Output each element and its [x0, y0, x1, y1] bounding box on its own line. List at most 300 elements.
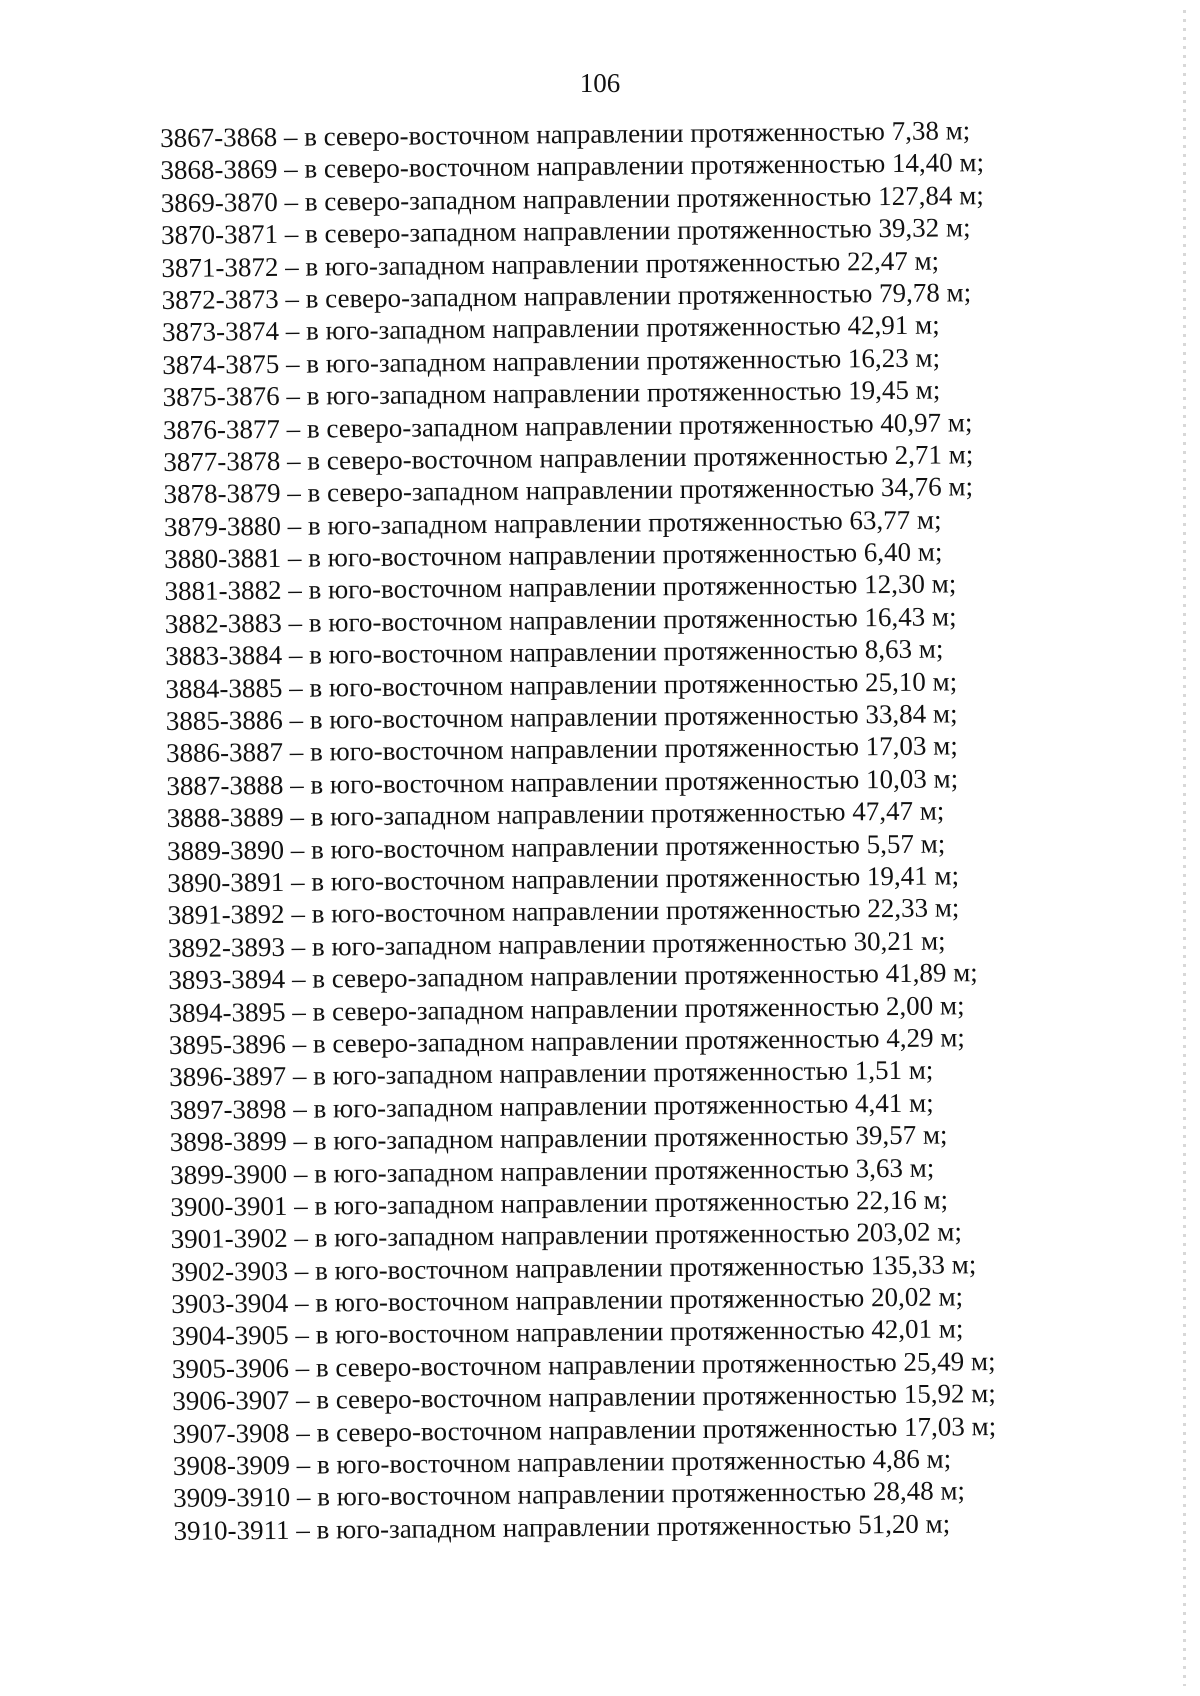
- dash: –: [294, 1287, 309, 1318]
- prefix: в: [306, 380, 320, 411]
- segment-id: 3908-3909: [172, 1449, 291, 1481]
- dash: –: [288, 639, 303, 671]
- segment-id: 3890-3891: [167, 866, 285, 898]
- segment-id: 3909-3910: [173, 1482, 291, 1514]
- unit: м;: [971, 1378, 996, 1409]
- dash: –: [287, 542, 302, 573]
- length-value: 7,38: [891, 115, 939, 146]
- dash: –: [284, 251, 299, 282]
- prefix: в: [312, 1028, 326, 1059]
- direction-phrase: направлении протяженностью: [492, 343, 842, 377]
- length-value: 25,10: [864, 666, 926, 697]
- direction-phrase: направлении протяженностью: [530, 1023, 880, 1057]
- dash: –: [287, 510, 302, 541]
- direction: северо-западном: [326, 475, 520, 508]
- direction: юго-западном: [325, 346, 487, 379]
- length-value: 1,51: [854, 1055, 903, 1086]
- unit: м;: [914, 309, 940, 341]
- segment-id: 3898-3899: [169, 1125, 287, 1158]
- direction-phrase: направлении протяженностью: [522, 180, 872, 215]
- dash: –: [295, 1320, 310, 1351]
- direction-phrase: направлении протяженностью: [548, 1379, 898, 1413]
- direction-phrase: направлении протяженностью: [499, 1120, 849, 1154]
- prefix: в: [308, 574, 322, 606]
- direction-phrase: направлении протяженностью: [499, 1055, 849, 1090]
- prefix: в: [307, 445, 321, 476]
- prefix: в: [305, 251, 319, 282]
- segment-id: 3886-3887: [165, 737, 284, 769]
- dash: –: [290, 834, 305, 865]
- direction-phrase: направлении протяженностью: [511, 861, 861, 895]
- length-value: 47,47: [852, 796, 914, 827]
- direction: северо-восточном: [326, 443, 533, 476]
- unit: м;: [959, 179, 984, 211]
- dash: –: [295, 1384, 310, 1415]
- direction-phrase: направлении протяженностью: [525, 472, 875, 506]
- prefix: в: [308, 542, 322, 573]
- unit: м;: [938, 1281, 964, 1312]
- direction-phrase: направлении протяженностью: [523, 278, 873, 312]
- length-value: 4,86: [872, 1443, 920, 1475]
- segment-id: 3872-3873: [161, 283, 279, 315]
- length-value: 25,49: [903, 1346, 965, 1377]
- length-value: 4,41: [854, 1087, 903, 1119]
- prefix: в: [316, 1384, 330, 1415]
- direction: северо-западном: [324, 184, 517, 217]
- segment-id: 3868-3869: [160, 154, 278, 186]
- direction-phrase: направлении протяженностью: [498, 926, 847, 960]
- prefix: в: [304, 121, 318, 152]
- prefix: в: [313, 1060, 327, 1091]
- direction-phrase: направлении протяженностью: [510, 731, 860, 766]
- direction: северо-восточном: [335, 1382, 542, 1415]
- dash: –: [296, 1514, 310, 1545]
- dash: –: [292, 996, 306, 1027]
- direction-phrase: направлении протяженностью: [547, 1346, 897, 1381]
- direction: юго-восточном: [329, 767, 505, 800]
- unit: м;: [937, 1216, 963, 1247]
- length-value: 42,91: [847, 310, 909, 341]
- direction: северо-западном: [332, 1026, 525, 1059]
- length-value: 30,21: [853, 925, 915, 957]
- length-value: 2,71: [894, 439, 943, 470]
- segment-id: 3880-3881: [164, 542, 282, 575]
- prefix: в: [313, 1157, 327, 1189]
- dash: –: [289, 737, 304, 768]
- length-value: 19,41: [866, 860, 928, 892]
- direction-phrase: направлении протяженностью: [509, 634, 859, 668]
- dash: –: [293, 1158, 308, 1189]
- unit: м;: [945, 115, 971, 146]
- direction: юго-восточном: [334, 1285, 510, 1318]
- segment-id: 3867-3868: [160, 121, 278, 153]
- dash: –: [289, 704, 304, 735]
- dash: –: [296, 1449, 311, 1480]
- dash: –: [288, 607, 303, 638]
- segment-id: 3901-3902: [170, 1223, 288, 1255]
- direction: северо-западном: [331, 961, 524, 994]
- segment-id: 3903-3904: [171, 1287, 289, 1320]
- prefix: в: [309, 736, 323, 768]
- direction: северо-восточном: [335, 1415, 543, 1447]
- unit: м;: [914, 245, 940, 276]
- direction-phrase: направлении протяженностью: [539, 439, 889, 474]
- prefix: в: [310, 834, 324, 865]
- direction: юго-восточном: [329, 702, 504, 735]
- length-value: 5,57: [866, 828, 915, 859]
- dash: –: [285, 283, 300, 314]
- prefix: в: [313, 1093, 327, 1124]
- dash: –: [284, 218, 299, 249]
- dash: –: [294, 1255, 309, 1286]
- length-value: 17,03: [903, 1410, 965, 1442]
- direction: юго-восточном: [335, 1318, 510, 1350]
- prefix: в: [312, 963, 326, 994]
- prefix: в: [311, 866, 325, 897]
- direction-phrase: направлении протяженностью: [548, 1411, 898, 1445]
- unit: м;: [908, 1087, 934, 1118]
- unit: м;: [934, 892, 960, 923]
- length-value: 16,43: [864, 601, 926, 633]
- prefix: в: [314, 1222, 328, 1253]
- direction: юго-западном: [332, 1059, 493, 1091]
- length-value: 17,03: [865, 731, 927, 762]
- direction-phrase: направлении протяженностью: [524, 407, 874, 442]
- prefix: в: [310, 769, 324, 800]
- prefix: в: [316, 1417, 330, 1448]
- unit: м;: [939, 989, 965, 1021]
- direction-phrase: направлении протяженностью: [536, 148, 886, 182]
- length-value: 16,23: [847, 342, 909, 374]
- unit: м;: [915, 374, 941, 405]
- direction-phrase: направлении протяженностью: [500, 1185, 850, 1219]
- segment-id: 3875-3876: [162, 380, 280, 413]
- direction-phrase: направлении протяженностью: [509, 699, 859, 733]
- unit: м;: [933, 730, 958, 762]
- length-value: 10,03: [865, 763, 927, 795]
- direction: юго-западном: [327, 508, 488, 541]
- direction: юго-западном: [325, 314, 486, 346]
- segment-id: 3874-3875: [162, 348, 280, 380]
- direction: юго-западном: [333, 1123, 494, 1156]
- dash: –: [284, 154, 298, 185]
- length-value: 22,16: [855, 1184, 917, 1216]
- segment-id: 3910-3911: [173, 1514, 290, 1546]
- segment-id: 3888-3889: [166, 802, 284, 834]
- segment-id: 3885-3886: [165, 704, 283, 737]
- unit: м;: [932, 666, 958, 697]
- dash: –: [285, 316, 300, 347]
- direction: юго-западном: [333, 1156, 494, 1188]
- length-value: 41,89: [885, 957, 947, 989]
- segment-id: 3893-3894: [168, 963, 286, 996]
- direction: юго-восточном: [336, 1447, 511, 1480]
- segment-id: 3870-3871: [160, 219, 279, 251]
- dash: –: [291, 963, 306, 994]
- dash: –: [293, 1125, 308, 1156]
- prefix: в: [314, 1255, 328, 1286]
- dash: –: [292, 1028, 307, 1059]
- length-value: 39,57: [855, 1119, 917, 1151]
- direction-phrase: направлении протяженностью: [511, 893, 861, 928]
- direction: северо-западном: [324, 216, 517, 249]
- direction: юго-восточном: [336, 1480, 511, 1512]
- direction-phrase: направлении протяженностью: [517, 1444, 866, 1478]
- segment-id: 3891-3892: [167, 899, 285, 931]
- length-value: 20,02: [870, 1281, 932, 1313]
- segment-id: 3906-3907: [172, 1385, 290, 1417]
- direction: юго-восточном: [334, 1253, 509, 1286]
- prefix: в: [307, 510, 321, 541]
- dash: –: [290, 866, 305, 897]
- segment-id: 3871-3872: [161, 251, 279, 283]
- direction-phrase: направлении протяженностью: [500, 1217, 850, 1252]
- dash: –: [288, 575, 302, 606]
- direction: юго-западном: [324, 249, 486, 281]
- direction: юго-западном: [325, 379, 487, 411]
- unit: м;: [940, 1475, 966, 1506]
- segment-id: 3900-3901: [170, 1190, 288, 1222]
- dash: –: [287, 477, 301, 509]
- direction: северо-восточном: [323, 151, 531, 184]
- length-value: 39,32: [878, 212, 940, 244]
- direction-phrase: направлении протяженностью: [494, 505, 843, 539]
- direction: юго-западном: [333, 1188, 495, 1221]
- segment-id: 3897-3898: [169, 1093, 287, 1125]
- prefix: в: [305, 315, 319, 346]
- segment-id: 3895-3896: [168, 1028, 286, 1060]
- direction-phrase: направлении протяженностью: [502, 1509, 852, 1543]
- dash: –: [290, 801, 305, 832]
- direction-phrase: направлении протяженностью: [509, 666, 859, 701]
- prefix: в: [310, 801, 324, 832]
- prefix: в: [316, 1514, 330, 1545]
- unit: м;: [926, 1443, 952, 1474]
- dash: –: [286, 380, 301, 411]
- segment-id: 3882-3883: [164, 607, 282, 639]
- direction: юго-западном: [331, 929, 492, 962]
- unit: м;: [948, 471, 974, 502]
- prefix: в: [315, 1287, 329, 1318]
- unit: м;: [933, 763, 959, 794]
- unit: м;: [934, 860, 960, 891]
- direction: юго-западном: [332, 1091, 494, 1124]
- length-value: 8,63: [864, 634, 913, 665]
- unit: м;: [932, 698, 958, 729]
- direction: северо-западном: [326, 411, 519, 443]
- direction-phrase: направлении протяженностью: [511, 828, 861, 863]
- length-value: 4,29: [886, 1022, 934, 1054]
- unit: м;: [917, 536, 943, 567]
- length-value: 135,33: [870, 1249, 946, 1280]
- segment-id: 3873-3874: [161, 316, 280, 348]
- segment-id: 3905-3906: [171, 1352, 290, 1384]
- prefix: в: [304, 186, 318, 217]
- unit: м;: [945, 212, 971, 243]
- length-value: 2,00: [885, 990, 934, 1021]
- direction-phrase: направлении протяженностью: [530, 990, 880, 1025]
- unit: м;: [922, 1119, 948, 1150]
- direction-phrase: направлении протяженностью: [508, 537, 858, 571]
- direction-phrase: направлении протяженностью: [499, 1088, 849, 1122]
- unit: м;: [918, 633, 944, 664]
- dash: –: [294, 1222, 309, 1254]
- direction-phrase: направлении протяженностью: [515, 1314, 865, 1349]
- dash: –: [286, 413, 301, 444]
- unit: м;: [919, 795, 945, 826]
- length-value: 34,76: [880, 471, 942, 503]
- dash: –: [292, 1060, 307, 1092]
- unit: м;: [920, 828, 946, 859]
- prefix: в: [308, 607, 322, 638]
- unit: м;: [909, 1152, 935, 1183]
- segment-id: 3877-3878: [163, 445, 281, 477]
- prefix: в: [305, 283, 319, 314]
- unit: м;: [947, 406, 973, 437]
- direction: северо-западном: [331, 994, 525, 1026]
- direction-phrase: направлении протяженностью: [509, 602, 858, 636]
- prefix: в: [304, 153, 318, 185]
- dash: –: [289, 769, 304, 800]
- unit: м;: [938, 1313, 964, 1345]
- length-value: 40,97: [880, 407, 942, 438]
- direction: юго-восточном: [328, 670, 504, 703]
- direction-phrase: направлении протяженностью: [517, 1476, 867, 1511]
- segment-id: 3884-3885: [165, 672, 283, 704]
- prefix: в: [312, 996, 326, 1027]
- segment-id: 3881-3882: [164, 575, 282, 607]
- unit: м;: [923, 1184, 949, 1215]
- dash: –: [286, 445, 301, 476]
- dash: –: [296, 1417, 310, 1448]
- unit: м;: [970, 1345, 996, 1377]
- direction: юго-восточном: [327, 573, 503, 605]
- length-value: 127,84: [878, 180, 953, 211]
- direction-phrase: направлении протяженностью: [492, 310, 841, 345]
- unit: м;: [915, 342, 941, 373]
- length-value: 22,33: [867, 893, 929, 924]
- segment-id: 3876-3877: [162, 413, 281, 445]
- segment-id: 3887-3888: [166, 769, 284, 801]
- dash: –: [296, 1482, 311, 1513]
- direction-phrase: направлении протяженностью: [530, 958, 880, 992]
- segment-id: 3899-3900: [169, 1158, 288, 1190]
- unit: м;: [925, 1508, 951, 1539]
- prefix: в: [311, 898, 325, 929]
- segment-list: [160, 113, 1094, 1547]
- direction: юго-восточном: [330, 897, 506, 929]
- unit: м;: [946, 277, 972, 308]
- scan-edge-artifact: [1183, 10, 1186, 1686]
- dash: –: [294, 1190, 308, 1221]
- segment-id: 3869-3870: [160, 186, 278, 218]
- length-value: 79,78: [878, 277, 940, 309]
- unit: м;: [948, 439, 974, 470]
- segment-id: 3904-3905: [171, 1320, 289, 1352]
- unit: м;: [971, 1410, 997, 1441]
- direction: юго-восточном: [330, 832, 505, 864]
- prefix: в: [316, 1449, 330, 1480]
- unit: м;: [908, 1054, 934, 1086]
- dash: –: [285, 348, 300, 379]
- dash: –: [291, 899, 306, 930]
- direction: юго-восточном: [327, 540, 502, 573]
- direction: северо-восточном: [323, 119, 530, 152]
- unit: м;: [952, 957, 978, 988]
- dash: –: [289, 672, 303, 703]
- segment-id: 3878-3879: [163, 478, 281, 510]
- direction-phrase: направлении протяженностью: [491, 246, 841, 280]
- length-value: 51,20: [857, 1508, 919, 1540]
- unit: м;: [920, 925, 946, 956]
- direction-phrase: направлении протяженностью: [515, 1282, 865, 1316]
- direction: юго-восточном: [328, 637, 503, 670]
- direction: юго-западном: [335, 1512, 497, 1545]
- prefix: в: [313, 1125, 327, 1156]
- unit: м;: [916, 504, 942, 535]
- length-value: 28,48: [872, 1476, 934, 1507]
- unit: м;: [940, 1022, 965, 1053]
- length-value: 33,84: [865, 698, 927, 730]
- prefix: в: [317, 1481, 331, 1512]
- direction: северо-восточном: [335, 1350, 542, 1383]
- prefix: в: [309, 672, 323, 703]
- prefix: в: [314, 1190, 328, 1221]
- length-value: 15,92: [903, 1378, 965, 1410]
- dash: –: [283, 121, 298, 152]
- direction: юго-западном: [330, 800, 491, 832]
- dash: –: [295, 1352, 310, 1383]
- prefix: в: [315, 1319, 329, 1351]
- direction-phrase: направлении протяженностью: [523, 213, 872, 247]
- direction: юго-восточном: [330, 864, 506, 897]
- length-value: 42,01: [871, 1314, 933, 1345]
- prefix: в: [306, 348, 320, 379]
- direction-phrase: направлении протяженностью: [510, 764, 860, 798]
- direction-phrase: направлении протяженностью: [515, 1249, 865, 1284]
- prefix: в: [307, 477, 321, 508]
- direction: северо-западном: [325, 281, 518, 314]
- segment-id: 3883-3884: [164, 640, 283, 672]
- segment-id: 3896-3897: [169, 1061, 287, 1093]
- prefix: в: [306, 412, 320, 444]
- prefix: в: [309, 704, 323, 735]
- prefix: в: [311, 931, 325, 962]
- segment-id: 3889-3890: [166, 834, 285, 866]
- direction-phrase: направлении протяженностью: [508, 569, 858, 604]
- direction: юго-восточном: [329, 735, 504, 767]
- direction-phrase: направлении протяженностью: [492, 375, 842, 409]
- direction-phrase: направлении протяженностью: [496, 796, 846, 830]
- dash: –: [284, 186, 299, 217]
- direction: юго-западном: [334, 1221, 495, 1253]
- length-value: 63,77: [849, 504, 911, 536]
- unit: м;: [959, 147, 985, 178]
- length-value: 3,63: [855, 1152, 904, 1183]
- direction: юго-восточном: [328, 605, 503, 638]
- prefix: в: [315, 1352, 329, 1383]
- segment-id: 3902-3903: [170, 1255, 289, 1287]
- segment-id: 3907-3908: [172, 1417, 290, 1449]
- direction-phrase: направлении протяженностью: [500, 1152, 850, 1187]
- prefix: в: [308, 639, 323, 670]
- unit: м;: [951, 1248, 977, 1280]
- segment-id: 3892-3893: [167, 931, 286, 963]
- segment-id: 3879-3880: [163, 510, 282, 542]
- prefix: в: [304, 218, 318, 249]
- length-value: 6,40: [863, 536, 912, 568]
- segment-id: 3894-3895: [168, 996, 286, 1028]
